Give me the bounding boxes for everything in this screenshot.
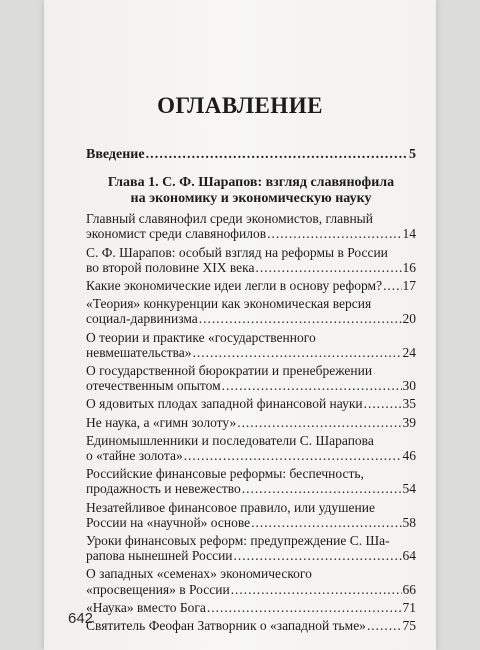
toc-entry-last-line	[86, 515, 416, 530]
chapter-heading-line-2: на экономику и экономическую науку	[130, 191, 372, 207]
toc-entry-page: 64	[402, 548, 416, 564]
toc-entry-last-line	[86, 548, 416, 563]
toc-entry[interactable]	[86, 533, 416, 563]
toc-entry-page: 17	[402, 278, 416, 294]
toc-entry-last-line	[86, 378, 416, 393]
toc-entry-last-line	[86, 278, 416, 293]
toc-intro-page: 5	[409, 147, 416, 162]
toc-entry[interactable]	[86, 396, 416, 411]
leader-dots	[146, 147, 408, 162]
toc-entry-text: Не наука, а «гимн золоту»	[86, 414, 237, 430]
toc-entry-last-line	[86, 311, 416, 326]
toc-entry[interactable]	[86, 500, 416, 530]
toc-entry[interactable]	[86, 600, 416, 615]
toc-entry[interactable]	[86, 278, 416, 293]
leader-dots	[184, 448, 402, 463]
leader-dots	[193, 345, 402, 360]
leader-dots	[207, 600, 402, 615]
leader-dots	[367, 618, 402, 633]
toc-entry-last-line	[86, 582, 416, 597]
chapter-heading	[86, 175, 416, 207]
toc-entry-text: рапова нынешней России	[86, 548, 233, 564]
leader-dots	[267, 226, 401, 241]
toc-entry-last-line	[86, 415, 416, 430]
toc-entry-line: «Теория» конкуренции как экономическая версия	[86, 296, 372, 312]
toc-entry-page: 46	[402, 448, 416, 464]
leader-dots	[237, 415, 401, 430]
toc-entry-last-line	[86, 226, 416, 241]
toc-entry-last-line	[86, 396, 416, 411]
toc-entry-text: Святитель Феофан Затворник о «западной тьме»	[86, 618, 366, 634]
show-through-text	[104, 38, 404, 143]
toc-entry[interactable]	[86, 618, 416, 633]
toc-entries	[86, 211, 416, 633]
toc-entry-text: продажность и невежество	[86, 481, 241, 497]
toc-entry-line: О государственной бюрократии и пренебрежении	[86, 363, 373, 379]
toc-entry-text: во второй половине XIX века	[86, 259, 255, 275]
toc-entry[interactable]	[86, 245, 416, 275]
toc-entry-page: 54	[402, 481, 416, 497]
leader-dots	[251, 515, 401, 530]
toc-entry-text: социал-дарвинизма	[86, 311, 198, 327]
toc-entry-last-line	[86, 481, 416, 496]
toc-entry-line: Главный славянофил среди экономистов, главный	[86, 211, 373, 227]
toc-entry-page: 16	[402, 259, 416, 275]
toc-entry-line: Единомышленники и последователи С. Шарапова	[86, 432, 374, 448]
leader-dots	[199, 311, 402, 326]
toc-entry-line: Уроки финансовых реформ: предупреждение С. Ша-	[86, 533, 390, 549]
toc-entry[interactable]	[86, 433, 416, 463]
toc-entry-line: Незатейливое финансовое правило, или удушение	[86, 499, 375, 515]
toc-entry-page: 35	[402, 396, 416, 412]
toc-entry[interactable]	[86, 330, 416, 360]
toc-entry-page: 75	[402, 618, 416, 634]
toc-entry-text: Какие экономические идеи легли в основу реформ?	[86, 278, 383, 294]
leader-dots	[222, 378, 402, 393]
toc-entry-text: «просвещения» в России	[86, 581, 230, 597]
toc-entry-text: России на «научной» основе	[86, 514, 251, 530]
toc-entry-line: Российские финансовые реформы: беспечность,	[86, 466, 364, 482]
toc-entry-last-line	[86, 260, 416, 275]
toc-entry[interactable]	[86, 466, 416, 496]
chapter-heading-line-1: Глава 1. С. Ф. Шарапов: взгляд славянофила	[107, 175, 395, 191]
page-number: 642	[68, 610, 94, 627]
leader-dots	[234, 548, 402, 563]
toc-entry-page: 24	[402, 344, 416, 360]
toc-entry[interactable]	[86, 296, 416, 326]
toc-entry[interactable]	[86, 566, 416, 596]
leader-dots	[256, 260, 402, 275]
toc-entry-page: 39	[402, 414, 416, 430]
toc-entry-page: 71	[402, 599, 416, 615]
toc-entry-last-line	[86, 345, 416, 360]
toc-entry[interactable]	[86, 363, 416, 393]
toc-intro[interactable]	[86, 147, 416, 162]
toc-entry-text: О ядовитых плодах западной финансовой науки	[86, 396, 363, 412]
leader-dots	[242, 481, 402, 496]
toc-entry-line: О теории и практике «государственного	[86, 329, 316, 345]
toc-entry-text: отечественным опытом	[86, 378, 221, 394]
toc-entry-text: невмешательства»	[86, 344, 192, 360]
toc-entry-page: 30	[402, 378, 416, 394]
toc-entry-page: 14	[402, 226, 416, 242]
toc-entry[interactable]	[86, 211, 416, 241]
toc-entry-line: С. Ф. Шарапов: особый взгляд на реформы в России	[86, 244, 388, 260]
toc-entry-last-line	[86, 600, 416, 615]
toc-entry-text: о «тайне золота»	[86, 448, 183, 464]
toc-entry-last-line	[86, 618, 416, 633]
page-title: ОГЛАВЛЕНИЕ	[157, 93, 323, 118]
toc-entry[interactable]	[86, 415, 416, 430]
toc-entry-page: 20	[402, 311, 416, 327]
leader-dots	[231, 582, 402, 597]
toc-intro-label: Введение	[86, 147, 145, 162]
toc-entry-text: «Наука» вместо Бога	[86, 599, 206, 615]
leader-dots	[383, 278, 401, 293]
book-page	[44, 0, 436, 650]
toc-entry-page: 58	[402, 514, 416, 530]
leader-dots	[364, 396, 402, 411]
toc-entry-last-line	[86, 448, 416, 463]
toc-entry-page: 66	[402, 581, 416, 597]
toc-entry-text: экономист среди славянофилов	[86, 226, 267, 242]
table-of-contents	[86, 147, 416, 633]
toc-entry-line: О западных «семенах» экономического	[86, 566, 312, 582]
